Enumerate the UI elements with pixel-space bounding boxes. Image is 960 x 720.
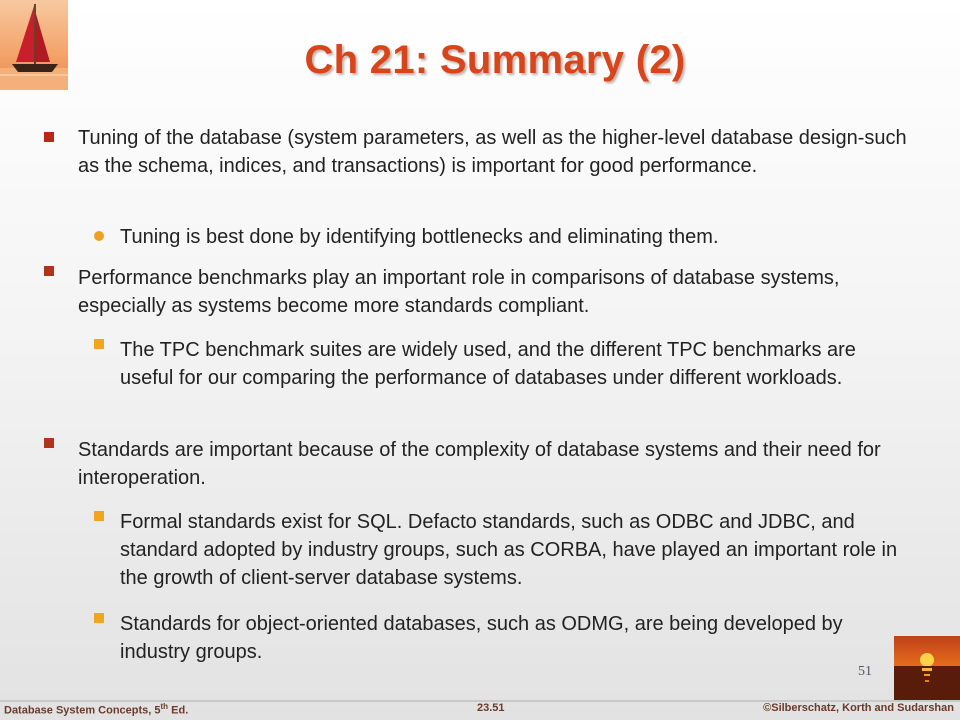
bullet-dot-icon (94, 231, 104, 241)
bullet-text: Standards are important because of the complexity of database systems and their need for interoperation. (78, 439, 881, 489)
bullet-square-icon (44, 266, 54, 276)
bullet-text: Performance benchmarks play an important role in comparisons of database systems, especially as systems become more standards compliant. (78, 267, 840, 317)
slide-title: Ch 21: Summary (2) (304, 38, 686, 82)
bullet-square-icon (94, 339, 104, 349)
footer-copyright: ©Silberschatz, Korth and Sudarshan (763, 702, 954, 714)
sub-bullet-text: Formal standards exist for SQL. Defacto standards, such as ODBC and JDBC, and standard adopted by industry groups, such as CORBA, have played an important role in the growth of client-server database systems. (120, 511, 898, 589)
footer-book-title: Database System Concepts, 5th Ed. (4, 702, 189, 717)
bullet-square-icon (94, 511, 104, 521)
sub-bullet-text: Standards for object-oriented databases, such as ODMG, are being developed by industry groups. (120, 613, 843, 663)
bullet-square-icon (44, 132, 54, 142)
bullet-text: Tuning of the database (system parameters, as well as the higher-level database design-such as the schema, indices, and transactions) is important for good performance. (78, 127, 907, 177)
bullet-square-icon (44, 438, 54, 448)
footer-slide-number: 23.51 (477, 702, 505, 714)
bullet-square-icon (94, 613, 104, 623)
sub-bullet-text: The TPC benchmark suites are widely used, and the different TPC benchmarks are useful for our comparing the performance of databases under different workloads. (120, 339, 856, 389)
sub-bullet-text: Tuning is best done by identifying bottlenecks and eliminating them. (120, 226, 719, 248)
page-number: 51 (858, 664, 872, 679)
sunset-logo (894, 636, 960, 700)
